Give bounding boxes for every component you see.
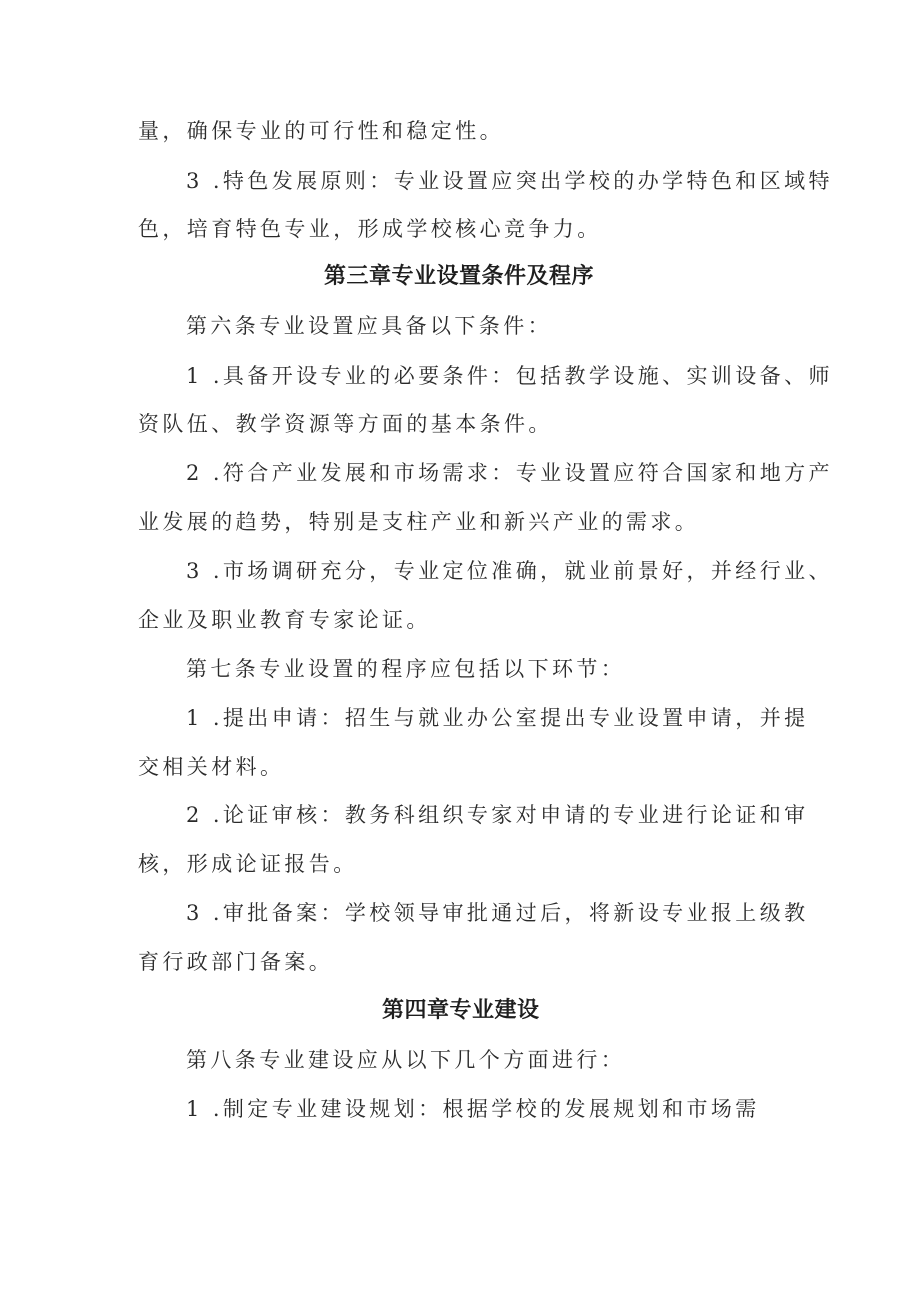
body-line: 企业及职业教育专家论证。 — [138, 608, 431, 632]
article-line: 第八条专业建设应从以下几个方面进行： — [186, 1048, 626, 1072]
body-line: 1 .制定专业建设规划：根据学校的发展规划和市场需 — [186, 1097, 760, 1121]
body-line: 业发展的趋势，特别是支柱产业和新兴产业的需求。 — [138, 510, 700, 534]
chapter-heading: 第三章专业设置条件及程序 — [324, 264, 595, 289]
body-line: 交相关材料。 — [138, 755, 285, 779]
article-line: 第七条专业设置的程序应包括以下环节： — [186, 657, 626, 681]
body-line: 1 .提出申请：招生与就业办公室提出专业设置申请，并提 — [186, 706, 809, 730]
body-line: 资队伍、教学资源等方面的基本条件。 — [138, 412, 553, 436]
body-line: 3 .审批备案：学校领导审批通过后，将新设专业报上级教 — [186, 901, 809, 925]
body-line: 3 .特色发展原则：专业设置应突出学校的办学特色和区域特 — [186, 169, 833, 193]
body-line: 核，形成论证报告。 — [138, 852, 358, 876]
body-line: 1 .具备开设专业的必要条件：包括教学设施、实训设备、师 — [186, 364, 833, 388]
body-line: 2 .符合产业发展和市场需求：专业设置应符合国家和地方产 — [186, 461, 833, 485]
body-line: 量，确保专业的可行性和稳定性。 — [138, 119, 504, 143]
body-line: 3 .市场调研充分，专业定位准确，就业前景好，并经行业、 — [186, 559, 833, 583]
article-line: 第六条专业设置应具备以下条件： — [186, 314, 552, 338]
body-line: 育行政部门备案。 — [138, 950, 334, 974]
chapter-heading: 第四章专业建设 — [382, 998, 540, 1023]
body-line: 色，培育特色专业，形成学校核心竞争力。 — [138, 217, 602, 241]
body-line: 2 .论证审核：教务科组织专家对申请的专业进行论证和审 — [186, 803, 809, 827]
